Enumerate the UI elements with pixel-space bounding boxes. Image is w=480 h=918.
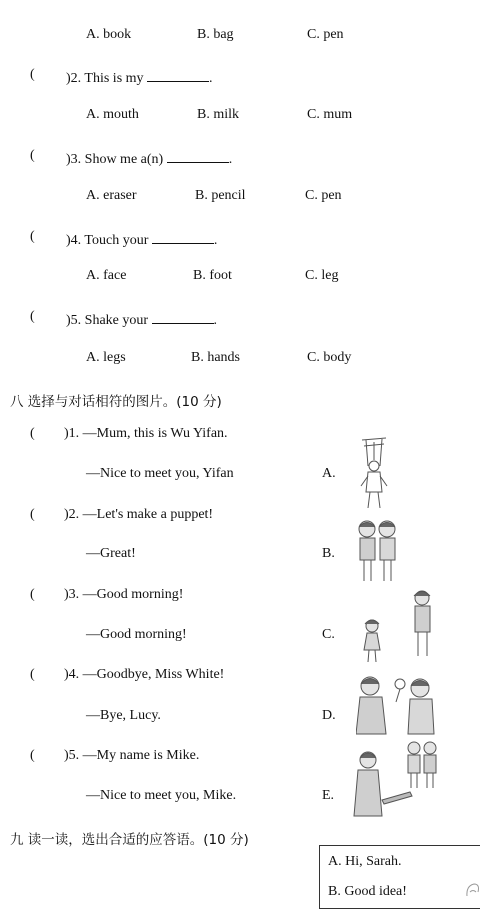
picture-label-a: A. bbox=[322, 466, 336, 481]
q8-4-line2: —Bye, Lucy. bbox=[86, 708, 161, 723]
q7-1-option-c: C. pen bbox=[307, 27, 344, 42]
q7-5-open-paren: ( bbox=[30, 309, 35, 324]
q7-5-period: . bbox=[213, 313, 218, 328]
q7-2-question bbox=[66, 67, 213, 87]
q7-5-text: )5. Shake your bbox=[66, 313, 149, 328]
box-option-b: B. Good idea! bbox=[328, 884, 407, 899]
section-9-title: 九 读一读，选出合适的应答语。(10 分) bbox=[10, 832, 249, 848]
q7-3-question bbox=[66, 148, 232, 168]
q7-3-option-b: B. pencil bbox=[195, 188, 246, 203]
q7-4-open-paren: ( bbox=[30, 229, 35, 244]
q7-5-question bbox=[66, 309, 217, 329]
girl-and-woman-picture bbox=[358, 586, 440, 666]
q7-4-text: )4. Touch your bbox=[66, 233, 149, 248]
picture-label-e: E. bbox=[322, 788, 335, 803]
q7-1-option-a: A. book bbox=[86, 27, 132, 42]
q7-3-text: )3. Show me a(n) bbox=[66, 152, 164, 167]
q8-1-open-paren: ( bbox=[30, 426, 35, 441]
doodle-icon bbox=[464, 880, 480, 900]
q7-4-question bbox=[66, 229, 217, 249]
q8-4-line1: )4. —Goodbye, Miss White! bbox=[64, 667, 225, 682]
q7-2-open-paren: ( bbox=[30, 67, 35, 82]
section-8-title: 八 选择与对话相符的图片。(10 分) bbox=[10, 394, 222, 410]
q8-2-line1: )2. —Let's make a puppet! bbox=[64, 507, 214, 522]
q8-1-line1: )1. —Mum, this is Wu Yifan. bbox=[64, 426, 228, 441]
answer-blank[interactable] bbox=[152, 229, 214, 244]
q8-5-line2: —Nice to meet you, Mike. bbox=[86, 788, 237, 803]
mother-and-boys-picture bbox=[352, 740, 442, 818]
q7-1-option-b: B. bag bbox=[197, 27, 234, 42]
q7-2-period: . bbox=[209, 71, 213, 86]
q7-2-text: )2. This is my bbox=[66, 71, 144, 86]
answer-blank[interactable] bbox=[147, 67, 209, 82]
goodbye-teacher-picture bbox=[356, 670, 438, 736]
picture-label-c: C. bbox=[322, 627, 335, 642]
puppet-picture bbox=[356, 436, 392, 512]
q7-5-option-b: B. hands bbox=[191, 350, 240, 365]
q7-3-option-c: C. pen bbox=[305, 188, 342, 203]
q8-2-line2: —Great! bbox=[86, 546, 136, 561]
two-boys-picture bbox=[354, 517, 400, 585]
q8-4-open-paren: ( bbox=[30, 667, 35, 682]
q8-5-open-paren: ( bbox=[30, 748, 35, 763]
picture-label-d: D. bbox=[322, 708, 336, 723]
q7-4-option-b: B. foot bbox=[193, 268, 232, 283]
q8-3-open-paren: ( bbox=[30, 587, 35, 602]
q7-5-option-a: A. legs bbox=[86, 350, 126, 365]
answer-blank[interactable] bbox=[152, 309, 214, 324]
q7-4-option-a: A. face bbox=[86, 268, 127, 283]
answer-options-box bbox=[319, 845, 480, 909]
q8-5-line1: )5. —My name is Mike. bbox=[64, 748, 200, 763]
q8-1-line2: —Nice to meet you, Yifan bbox=[86, 466, 234, 481]
q7-2-option-a: A. mouth bbox=[86, 107, 139, 122]
q7-3-option-a: A. eraser bbox=[86, 188, 137, 203]
q7-4-option-c: C. leg bbox=[305, 268, 339, 283]
q7-3-open-paren: ( bbox=[30, 148, 35, 163]
q8-3-line2: —Good morning! bbox=[86, 627, 187, 642]
picture-label-b: B. bbox=[322, 546, 335, 561]
q8-2-open-paren: ( bbox=[30, 507, 35, 522]
q7-2-option-b: B. milk bbox=[197, 107, 240, 122]
q7-5-option-c: C. body bbox=[307, 350, 352, 365]
box-option-a: A. Hi, Sarah. bbox=[328, 854, 402, 869]
q7-4-period: . bbox=[213, 233, 218, 248]
q8-3-line1: )3. —Good morning! bbox=[64, 587, 184, 602]
answer-blank[interactable] bbox=[167, 148, 229, 163]
q7-3-period: . bbox=[228, 152, 233, 167]
q7-2-option-c: C. mum bbox=[307, 107, 353, 122]
